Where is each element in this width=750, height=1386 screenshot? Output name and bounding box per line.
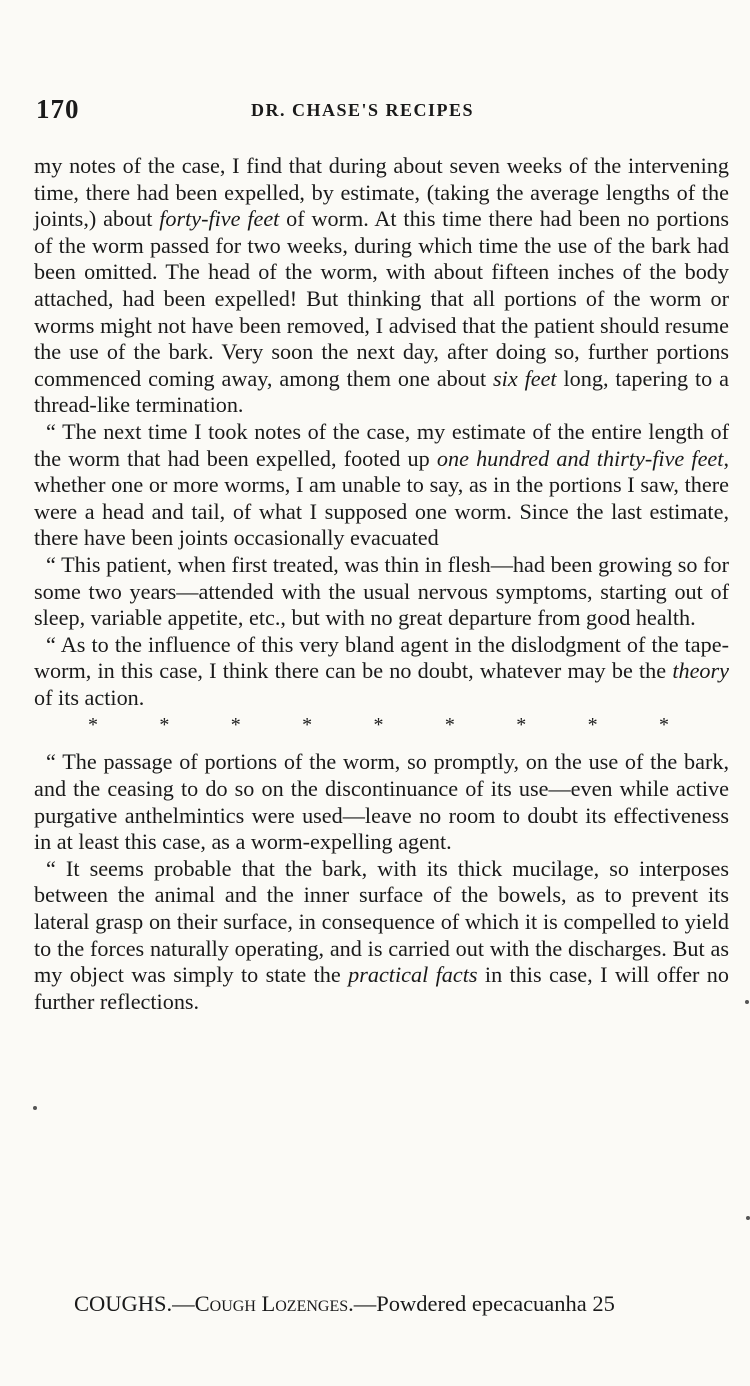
italic-phrase: theory bbox=[672, 658, 729, 684]
footer-subheading: Cough Lozenges. bbox=[194, 1291, 354, 1316]
running-head: DR. CHASE'S RECIPES bbox=[251, 100, 475, 120]
footer-entry bbox=[74, 1290, 734, 1318]
text-run: in this case, I will offer no further reflections. bbox=[34, 962, 729, 1014]
paragraph bbox=[34, 552, 729, 632]
text-run: “ This patient, when first treated, was thin in flesh—had been growing so for some two years—attended with the usual nervous symptoms, starting out of sleep, variable appetite, etc., but with no great departure from good health. bbox=[34, 551, 729, 631]
italic-phrase: one hundred and thirty-five feet bbox=[436, 445, 724, 471]
page-speck bbox=[33, 1106, 37, 1110]
page-header bbox=[36, 94, 736, 134]
paragraph bbox=[34, 632, 729, 712]
italic-phrase: forty-five feet bbox=[159, 206, 280, 232]
paragraph bbox=[34, 153, 729, 419]
text-run: “ The passage of portions of the worm, so promptly, on the use of the bark, and the ceasing to do so on the discontinuance of its use—even while active purgative anthelmintics were used—leave no room to doubt its effectiveness in at least this case, as a worm-expelling agent. bbox=[34, 749, 729, 855]
footer-dash-1: — bbox=[172, 1291, 195, 1316]
italic-phrase: practical facts bbox=[348, 962, 478, 988]
text-run: of worm. At this time there had been no portions of the worm passed for two weeks, during which time the use of the bark had been omitted. The head of the worm, with about fifteen inches of the body attached, had been expelled! But thinking that all portions of the worm or worms might not have been removed, I advised that the patient should resume the use of the bark. Very soon the next day, after doing so, further portions commenced coming away, among them one about bbox=[34, 206, 729, 391]
text-run: “ It seems probable that the bark, with its thick mucilage, so interposes between the animal and the inner surface of the bowels, as to prevent its lateral grasp on their surface, in consequence of which it is compelled to yield to the forces naturally operating, and is carried out with the discharges. But as my object was simply to state the bbox=[34, 855, 729, 988]
text-run: of its action. bbox=[34, 684, 145, 710]
page-speck bbox=[745, 1000, 749, 1004]
text-run: “ As to the influence of this very bland agent in the dislodgment of the tape-worm, in this case, I think there can be no doubt, whatever may be the bbox=[34, 631, 729, 684]
text-run: “ The next time I took notes of the case, my estimate of the entire length of the worm that had been expelled, footed up bbox=[34, 418, 729, 471]
footer-heading: COUGHS. bbox=[74, 1291, 173, 1316]
page-speck bbox=[746, 1216, 750, 1220]
footer-dash-2: — bbox=[353, 1291, 377, 1316]
section-break-asterisks: * * * * * * * * * bbox=[88, 714, 669, 737]
italic-phrase: six feet bbox=[493, 365, 557, 391]
paragraph bbox=[34, 856, 729, 1016]
text-run: , whether one or more worms, I am unable to say, as in the portions I saw, there were a head and tail, of what I supposed one worm. Since the last estimate, there have been joints occasionally evacuated bbox=[34, 445, 729, 551]
text-run: long, tapering to a thread-like termination. bbox=[34, 365, 729, 418]
paragraph bbox=[34, 419, 729, 552]
body-text bbox=[34, 153, 729, 1015]
page-number: 170 bbox=[36, 94, 80, 124]
paragraph bbox=[34, 749, 729, 855]
text-run: my notes of the case, I find that during about seven weeks of the intervening time, there had been expelled, by estimate, (taking the average lengths of the joints,) about bbox=[34, 153, 729, 232]
footer-text: Powdered epecacuanha 25 bbox=[376, 1291, 615, 1316]
